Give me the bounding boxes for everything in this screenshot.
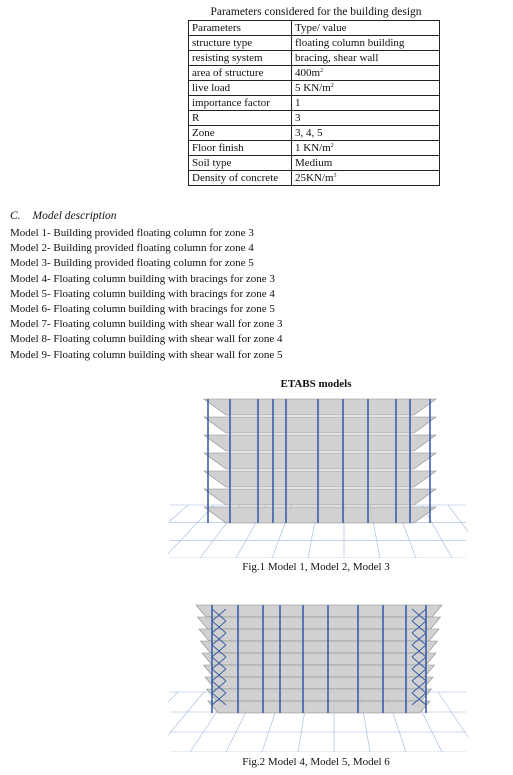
parameters-table [188,20,440,186]
building-3d-model-floating-column [168,393,468,558]
value-text: bracing, shear wall [295,52,379,64]
header-type-value: Type/ value [292,21,440,36]
section-letter: C. [10,210,21,222]
ground-grid-line [438,692,468,752]
floor-slab [202,653,436,665]
value-cell [292,141,440,156]
unit-superscript: 2 [330,143,334,149]
ground-grid-line [168,505,188,558]
value-cell [292,96,440,111]
floor-slab [208,701,430,713]
parameter-cell: Floor finish [189,141,292,156]
value-text: 400m [295,67,321,79]
ground-grid-line [448,505,468,558]
value-cell [292,126,440,141]
floor-slab [204,489,436,505]
value-cell [292,111,440,126]
parameter-cell: live load [189,81,292,96]
building-3d-model-bracing [168,597,468,752]
floor-slab [196,605,442,617]
unit-superscript: 3 [333,173,337,179]
value-cell [292,171,440,186]
floor-slab [204,399,436,415]
floor-slab [204,417,436,433]
table-row [189,81,440,96]
header-parameters: Parameters [189,21,292,36]
table-row [189,171,440,186]
model-list-item: Model 3- Building provided floating column for zone 5 [10,257,254,270]
value-cell [292,51,440,66]
figure-heading: ETABS models [280,378,352,390]
table-row [189,66,440,81]
floor-slab [204,471,436,487]
model-list-item: Model 4- Floating column building with bracings for zone 3 [10,272,275,285]
table-row [189,156,440,171]
value-text: 25KN/m [295,172,334,184]
figure-1-caption: Fig.1 Model 1, Model 2, Model 3 [242,561,390,573]
floor-slab [199,629,439,641]
ground-grid-line [168,692,178,752]
parameter-cell: Density of concrete [189,171,292,186]
model-list-item: Model 1- Building provided floating column for zone 3 [10,227,254,239]
value-text: 3 [295,112,301,124]
floor-slab [204,435,436,451]
floor-slab [204,507,436,523]
model-list-item: Model 5- Floating column building with bracings for zone 4 [10,287,275,300]
table-header-row [189,21,440,36]
table-row [189,51,440,66]
model-list-item: Model 7- Floating column building with shear wall for zone 3 [10,318,283,331]
ground-grid-line [168,505,214,558]
table-row [189,36,440,51]
unit-superscript: 2 [330,83,334,89]
section-heading [10,210,117,222]
value-text: 5 KN/m [295,82,331,94]
value-text: 3, 4, 5 [295,127,323,139]
figure-2-caption: Fig.2 Model 4, Model 5, Model 6 [242,756,390,768]
parameter-cell: area of structure [189,66,292,81]
value-cell [292,36,440,51]
table-row [189,141,440,156]
model-description-list [10,226,283,363]
parameter-cell: Soil type [189,156,292,171]
unit-superscript: 2 [320,68,324,74]
value-text: 1 KN/m [295,142,331,154]
parameter-cell: Zone [189,126,292,141]
parameter-cell: importance factor [189,96,292,111]
value-cell [292,81,440,96]
floor-slab [204,453,436,469]
table-row [189,126,440,141]
model-list-item: Model 6- Floating column building with bracings for zone 5 [10,303,275,316]
value-cell [292,156,440,171]
model-list-item: Model 2- Building provided floating column for zone 4 [10,242,254,255]
table-row [189,96,440,111]
etabs-model-figure-1 [168,393,468,558]
section-title: Model description [32,210,117,222]
table-row [189,111,440,126]
ground-grid-line [168,692,204,752]
value-cell [292,66,440,81]
model-list-item: Model 8- Floating column building with shear wall for zone 4 [10,333,283,346]
floor-slab [201,641,438,653]
value-text: Medium [295,157,333,169]
floor-slab [205,677,433,689]
floor-slab [207,689,432,701]
value-text: floating column building [295,37,405,49]
table-title: Parameters considered for the building design [210,6,422,18]
floor-slab [198,617,441,629]
parameter-cell: R [189,111,292,126]
parameter-cell: structure type [189,36,292,51]
parameter-cell: resisting system [189,51,292,66]
model-list-item: Model 9- Floating column building with shear wall for zone 5 [10,348,283,361]
etabs-model-figure-2 [168,597,468,752]
value-text: 1 [295,97,301,109]
